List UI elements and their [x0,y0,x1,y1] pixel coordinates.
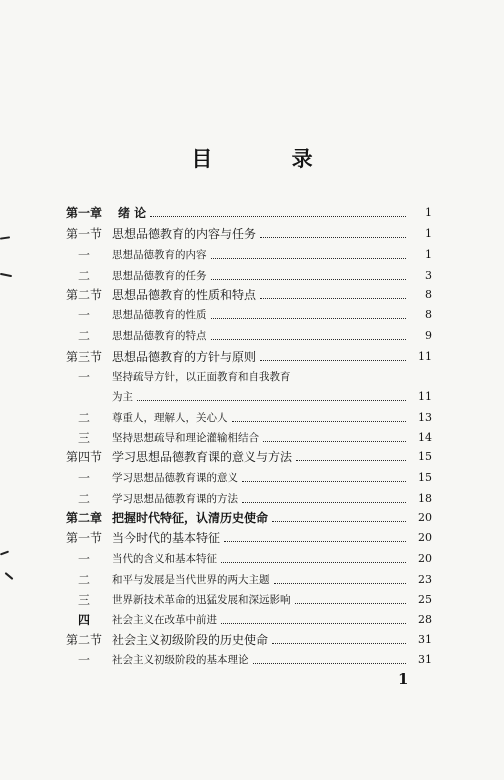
entry-label: 第一节 [65,227,102,241]
entry-page: 9 [425,329,432,342]
entry-title: 思想品德教育的内容与任务 [112,227,257,241]
entry-page: 1 [425,206,432,219]
entry-page: 20 [418,531,432,544]
entry-page: 28 [418,613,432,626]
entry-page: 11 [418,350,432,363]
entry-label: 二 [77,573,90,587]
entry-title: 思想品德教育的特点 [112,330,207,342]
entry-title: 坚持疏导方针，以正面教育和自我教育 [112,371,291,383]
entry-page: 25 [418,593,432,606]
entry-title: 坚持思想疏导和理论灌输相结合 [112,432,259,444]
entry-title: 为主 [112,391,133,403]
entry-page: 1 [425,248,432,261]
leader-dots [296,460,406,461]
entry-label: 三 [77,593,90,607]
entry-page: 3 [425,269,432,282]
leader-dots [253,663,407,664]
entry-title: 把握时代特征，认清历史使命 [112,511,269,525]
entry-page: 1 [425,227,432,240]
toc-entry-subsection[interactable] [56,300,432,322]
leader-dots [242,481,406,482]
leader-dots [224,541,406,542]
entry-page: 18 [418,492,432,505]
leader-dots [221,562,406,563]
entry-title: 学习思想品德教育课的方法 [112,493,238,505]
entry-title: 社会主义初级阶段的历史使命 [112,633,269,647]
entry-label: 一 [77,370,90,384]
entry-title: 思想品德教育的任务 [112,270,207,282]
entry-title: 思想品德教育的方针与原则 [112,350,257,364]
leader-dots [211,318,407,319]
entry-title: 当代的含义和基本特征 [112,553,217,565]
leader-dots [211,339,407,340]
entry-page: 20 [418,552,432,565]
toc-entry-chapter-1[interactable] [56,198,432,220]
entry-page: 23 [418,573,432,586]
entry-page: 20 [418,511,432,524]
toc-entry-section[interactable] [56,523,432,545]
entry-page: 31 [418,653,432,666]
toc-entry-subsection[interactable] [56,240,432,262]
leader-dots [221,623,406,624]
entry-title: 思想品德教育的性质和特点 [112,288,257,302]
entry-label: 第三节 [65,350,102,364]
leader-dots [295,603,407,604]
toc-entry-subsection[interactable] [56,362,432,384]
entry-page: 13 [418,411,432,424]
leader-dots [232,421,407,422]
entry-title: 思想品德教育的性质 [112,309,207,321]
leader-dots [211,258,407,259]
leader-dots [272,521,406,522]
page-title: 目 录 [191,146,349,171]
entry-label: 一 [77,471,90,485]
toc-entry-section[interactable] [56,280,432,302]
page-number: 1 [398,670,409,688]
entry-label: 二 [77,329,90,343]
entry-title: 学习思想品德教育课的意义 [112,472,238,484]
entry-page: 15 [418,450,432,463]
toc-entry-continuation[interactable] [56,382,432,404]
entry-page: 15 [418,471,432,484]
entry-title: 绪 论 [118,206,147,220]
entry-label: 第二节 [65,633,102,647]
leader-dots [260,360,406,361]
toc-entry-subsection[interactable] [56,321,432,343]
entry-title: 学习思想品德教育课的意义与方法 [112,450,293,464]
entry-label: 一 [77,308,90,322]
entry-page: 8 [425,288,432,301]
toc-entry-section[interactable] [56,219,432,241]
entry-label: 第一节 [65,531,102,545]
toc-entry-subsection[interactable] [56,565,432,587]
toc-entry-section[interactable] [56,342,432,364]
entry-label: 第二章 [65,511,102,525]
leader-dots [150,216,406,217]
entry-label: 第四节 [65,450,102,464]
entry-title: 尊重人，理解人，关心人 [112,412,228,424]
toc-entry-subsection[interactable] [56,544,432,566]
entry-page: 8 [425,308,432,321]
toc-entry-section[interactable] [56,442,432,464]
entry-title: 当今时代的基本特征 [112,531,221,545]
entry-page: 31 [418,633,432,646]
toc-entry-subsection[interactable] [56,463,432,485]
entry-label: 二 [77,492,90,506]
leader-dots [274,583,407,584]
entry-label: 一 [77,552,90,566]
entry-label: 第二节 [65,288,102,302]
entry-label: 一 [77,248,90,262]
toc-entry-subsection[interactable] [56,605,432,627]
leader-dots [137,400,406,401]
toc-entry-chapter-2[interactable] [56,503,432,525]
entry-page: 14 [418,431,432,444]
toc-entry-subsection[interactable] [56,585,432,607]
leader-dots [272,643,406,644]
entry-label: 一 [77,653,90,667]
entry-title: 社会主义初级阶段的基本理论 [112,654,249,666]
leader-dots [260,298,406,299]
entry-label: 四 [77,613,90,627]
toc-entry-subsection[interactable] [56,403,432,425]
entry-label: 二 [77,269,90,283]
toc-entry-section[interactable] [56,625,432,647]
toc-entry-subsection[interactable] [56,645,432,667]
leader-dots [260,237,406,238]
entry-title: 世界新技术革命的迅猛发展和深远影响 [112,594,291,606]
entry-label: 二 [77,411,90,425]
entry-label: 三 [77,431,90,445]
entry-page: 11 [418,390,432,403]
entry-title: 思想品德教育的内容 [112,249,207,261]
entry-label: 第一章 [65,206,102,220]
entry-title: 和平与发展是当代世界的两大主题 [112,574,270,586]
entry-title: 社会主义在改革中前进 [112,614,217,626]
